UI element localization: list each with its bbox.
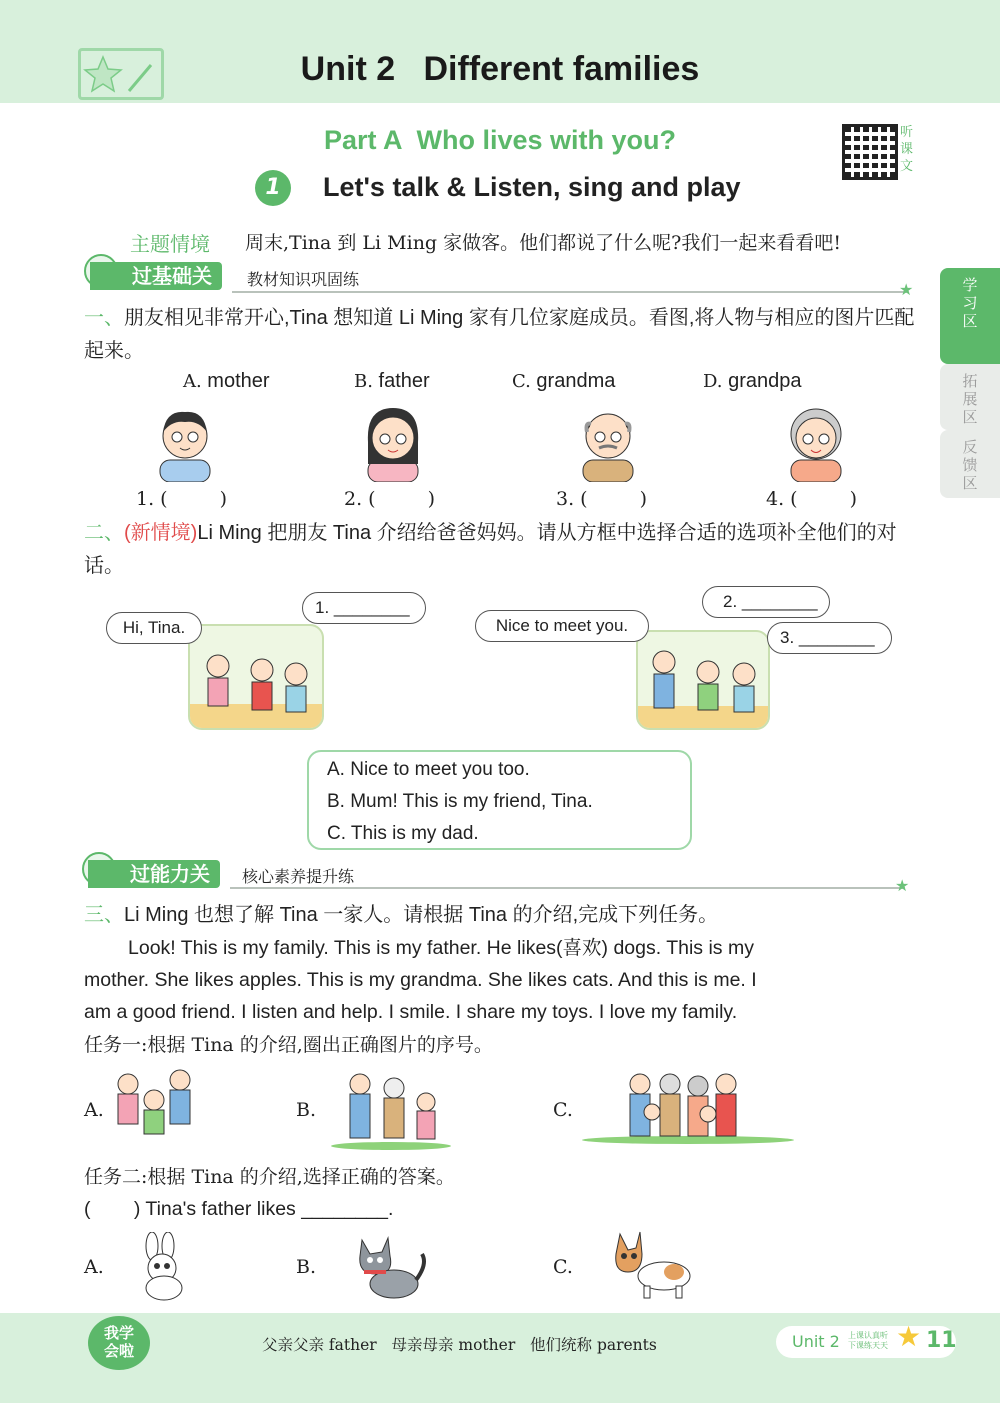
woman-picture	[360, 402, 426, 482]
rabbit-picture[interactable]	[132, 1232, 194, 1302]
close-paren: )	[639, 488, 648, 510]
picture-option-label[interactable]: B.	[296, 1099, 317, 1121]
footer-unit: Unit 2	[792, 1332, 840, 1351]
choice-box	[307, 750, 692, 850]
answer-blank-3[interactable]	[556, 488, 647, 510]
tab-label: 拓展区	[962, 372, 978, 426]
lesson-title: Let's talk & Listen, sing and play	[323, 172, 741, 202]
qr-label: 听课文	[900, 125, 914, 174]
close-paren: )	[849, 488, 858, 510]
option-d	[703, 370, 801, 393]
blank-number: 3. (	[556, 488, 588, 510]
dialogue-scene-2	[636, 630, 770, 730]
option-word: grandpa	[728, 370, 802, 392]
footer-note: 父亲父亲 father 母亲母亲 mother 他们统称 parents	[262, 1336, 657, 1354]
option-b	[354, 370, 430, 393]
lesson-number-badge: 1	[255, 170, 291, 206]
blank-number: 2. (	[344, 488, 376, 510]
blank-number: 1. (	[136, 488, 168, 510]
new-context-tag: (新情境)	[124, 522, 198, 544]
passage-line: Look! This is my family. This is my father. He likes(喜欢) dogs. This is my	[128, 937, 754, 959]
question-3	[84, 899, 922, 932]
page-number: 11	[926, 1328, 957, 1353]
cat-picture[interactable]	[350, 1234, 430, 1302]
option-c	[512, 370, 615, 393]
speech-bubble: Hi, Tina.	[106, 612, 202, 644]
option-letter: D.	[703, 371, 723, 392]
tab-label: 反馈区	[962, 438, 978, 492]
tab-extend[interactable]	[940, 364, 1000, 430]
speech-bubble: Nice to meet you.	[475, 610, 649, 642]
section-banner: 过能力关	[88, 860, 220, 888]
question-text: 朋友相见非常开心,Tina 想知道 Li Ming 家有几位家庭成员。看图,将人物与相应的图片匹配起来。	[84, 307, 915, 362]
tab-feedback[interactable]	[940, 430, 1000, 498]
divider	[230, 887, 905, 889]
task-2-question[interactable]: ( ) Tina's father likes ________.	[84, 1198, 394, 1220]
close-paren: )	[427, 488, 436, 510]
option-word: grandma	[536, 370, 616, 392]
footer-badge	[88, 1316, 150, 1370]
answer-blank-4[interactable]	[766, 488, 857, 510]
grandma-picture	[783, 402, 849, 482]
picture-option-label[interactable]: A.	[84, 1256, 104, 1278]
part-title: Part A Who lives with you?	[323, 125, 677, 155]
passage-line: am a good friend. I listen and help. I smile. I share my toys. I love my family.	[84, 1001, 738, 1023]
question-2	[84, 517, 922, 583]
star-icon: ★	[899, 280, 914, 299]
family-picture-c[interactable]	[580, 1072, 796, 1152]
option-letter: C.	[512, 371, 531, 392]
picture-option-label[interactable]: C.	[553, 1099, 573, 1121]
dog-picture[interactable]	[610, 1228, 696, 1300]
badge-text: 我学会啦	[103, 1324, 134, 1360]
picture-option-label[interactable]: C.	[553, 1256, 573, 1278]
man-picture	[152, 402, 218, 482]
task-2: 任务二:根据 Tina 的介绍,选择正确的答案。	[84, 1166, 455, 1188]
question-1	[84, 302, 922, 368]
theme-text: 周末,Tina 到 Li Ming 家做客。他们都说了什么呢?我们一起来看看吧!	[245, 232, 841, 254]
option-a	[183, 370, 270, 393]
tab-study[interactable]	[940, 268, 1000, 364]
question-number: 三、	[84, 904, 124, 926]
option-letter: B.	[354, 371, 373, 392]
choice-item: A. Nice to meet you too.	[327, 759, 530, 780]
family-picture-a[interactable]	[110, 1066, 200, 1146]
answer-blank-1[interactable]	[136, 488, 227, 510]
choice-item: B. Mum! This is my friend, Tina.	[327, 791, 593, 812]
tab-label: 学习区	[962, 276, 978, 330]
question-text: Li Ming 也想了解 Tina 一家人。请根据 Tina 的介绍,完成下列任务。	[124, 904, 719, 926]
page-title: Unit 2 Different families	[300, 50, 700, 88]
close-paren: )	[219, 488, 228, 510]
speech-bubble-blank[interactable]: 1. ________	[302, 592, 426, 624]
choice-item: C. This is my dad.	[327, 823, 479, 844]
family-picture-b[interactable]	[330, 1072, 452, 1152]
option-word: father	[378, 370, 430, 392]
passage-line: mother. She likes apples. This is my grandma. She likes cats. And this is me. I	[84, 969, 757, 991]
divider	[232, 291, 907, 293]
question-text: Li Ming 把朋友 Tina 介绍给爸爸妈妈。请从方框中选择合适的选项补全他们的对话。	[84, 522, 897, 577]
answer-blank-2[interactable]	[344, 488, 435, 510]
speech-bubble-blank[interactable]: 2. ________	[702, 586, 830, 618]
star-icon: ★	[895, 876, 910, 895]
task-1: 任务一:根据 Tina 的介绍,圈出正确图片的序号。	[84, 1034, 493, 1056]
qr-code-icon[interactable]	[842, 124, 898, 180]
footer-slogan: 上课认真听 下课练天天	[848, 1331, 888, 1350]
grandpa-picture	[575, 402, 641, 482]
picture-option-label[interactable]: A.	[84, 1099, 104, 1121]
dialogue-scene-1	[188, 624, 324, 730]
theme-label: 主题情境	[130, 232, 210, 256]
speech-bubble-blank[interactable]: 3. ________	[767, 622, 892, 654]
blank-number: 4. (	[766, 488, 798, 510]
question-number: 二、	[84, 522, 124, 544]
star-mascot-icon: ★	[896, 1320, 922, 1353]
section-banner: 过基础关	[90, 262, 222, 290]
question-number: 一、	[84, 307, 124, 329]
section-subtitle: 核心素养提升练	[242, 867, 355, 886]
option-word: mother	[207, 370, 270, 392]
picture-option-label[interactable]: B.	[296, 1256, 317, 1278]
option-letter: A.	[183, 371, 202, 392]
section-subtitle: 教材知识巩固练	[247, 270, 360, 289]
